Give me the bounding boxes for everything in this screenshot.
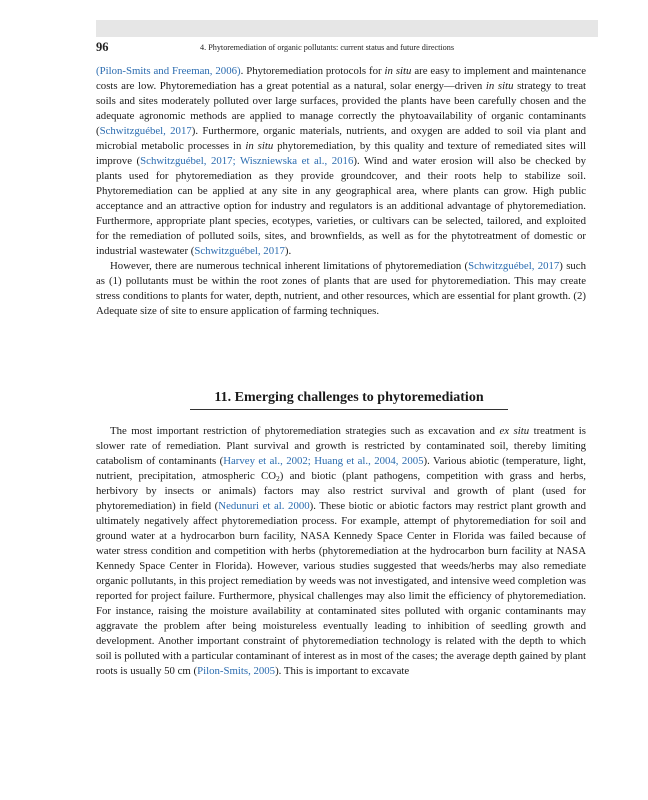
citation-link[interactable]: Nedunuri et al. 2000 <box>218 500 310 512</box>
citation-link[interactable]: (Pilon-Smits and Freeman, 2006) <box>96 65 241 77</box>
running-head: 4. Phytoremediation of organic pollutants: current status and future directions <box>200 43 455 52</box>
section-heading: 11. Emerging challenges to phytoremediation <box>190 390 508 410</box>
citation-link[interactable]: Harvey et al., 2002; Huang et al., 2004, 2005 <box>223 455 424 467</box>
header-bar <box>96 20 598 37</box>
body-text-upper <box>96 64 586 319</box>
citation-link[interactable]: Schwitzguébel, 2017 <box>468 260 560 272</box>
citation-link[interactable]: Schwitzguébel, 2017 <box>99 125 192 137</box>
paragraph-2: However, there are numerous technical inherent limitations of phytoremediation (Schwitzguébel, 2017) such as (1) pollutants must be within the root zones of plants that are used for phytoremediation. This may create stress conditions to plants for water, depth, nutrient, and other resources, which are essential for plant growth. (2) Adequate size of site to ensure application of farming techniques. <box>96 260 586 317</box>
page-number: 96 <box>96 40 109 54</box>
citation-link[interactable]: Schwitzguébel, 2017 <box>194 245 285 257</box>
paragraph-3: The most important restriction of phytoremediation strategies such as excavation and ex situ treatment is slower rate of remediation. Plant survival and growth is restricted by contaminated soil, thereby limiting catabolism of contaminants (Harvey et al., 2002; Huang et al., 2004, 2005). Various abiotic (temperature, light, nutrient, precipitation, atmospheric $CO_2$) and biotic (plant pathogens, competition with grass and herbs, herbivory by insects or animals) factors may also restrict survival and growth of plant (used for phytoremediation) in field (Nedunuri et al. 2000). These biotic or abiotic factors may restrict plant growth and ultimately negatively affect phytoremediation process. For example, attempt of phytoremediation for soil and ground water at a hydrocarbon burn facility, NASA Kennedy Space Center in Florida was failed because of water stress condition and competition with herbs (phytoremediation at the hydrocarbon burn facility at NASA Kennedy Space Center in Florida). However, various studies suggested that weeds/herbs may also remediate organic pollutants, in this project remediation by weeds was not investigated, and intensive weed completion was reported for project failure. Furthermore, physical challenges may also limit the efficiency of phytoremediation. For instance, raising the moisture availability at contaminated sites polluted with organic contaminants may aggravate the problem after being moistureless eventually leading to inhibition of seedling growth and development. Another important constraint of phytoremediation technology is related with the depth to which soil is polluted with a particular contaminant of interest as in most of the cases; the average depth gained by plant roots is usually 50 cm (Pilon-Smits, 2005). This is important to excavate <box>96 425 587 677</box>
body-text-lower <box>96 424 586 679</box>
citation-link[interactable]: Schwitzguébel, 2017; Wiszniewska et al., 2016 <box>140 155 354 167</box>
citation-link[interactable]: Pilon-Smits, 2005 <box>197 665 276 677</box>
paragraph-1: (Pilon-Smits and Freeman, 2006). Phytoremediation protocols for in situ are easy to implement and maintenance costs are low. Phytoremediation has a great potential as a natural, solar energy—driven in situ strategy to treat soils and sites moderately polluted over large surfaces, provided the plants have been carefully chosen and the adequate agronomic methods are applied to manage correctly the phytoavailability of organic contaminants (Schwitzguébel, 2017). Furthermore, organic materials, nutrients, and oxygen are added to soil via plant and microbial metabolic processes in in situ phytoremediation, by this quality and texture of remediated sites will improve (Schwitzguébel, 2017; Wiszniewska et al., 2016). Wind and water erosion will also be checked by plants used for phytoremediation as they provide groundcover, and their roots help to stabilize soil. Phytoremediation can be applied at any site in any geographical area, where plants can grow. High public acceptance and an attractive option for industry and regulators is an additional advantage of phytoremediation. Furthermore, appropriate plant species, ecotypes, varieties, or cultivars can be selected, tailored, and exploited for the remediation of polluted soils, sites, and brownfields, as well as for the phytotreatment of domestic or industrial wastewater (Schwitzguébel, 2017). <box>96 65 586 257</box>
